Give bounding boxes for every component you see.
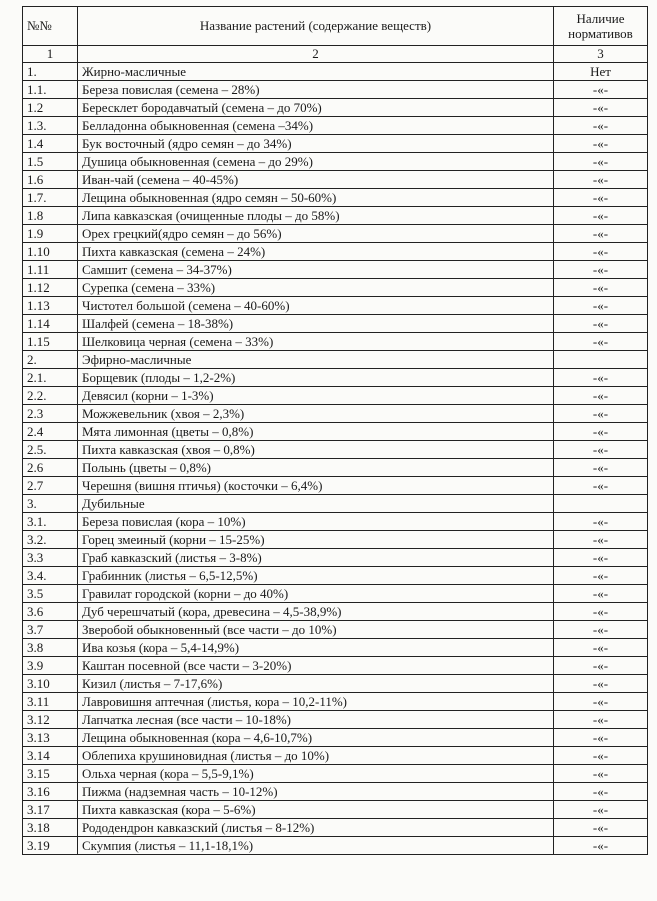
table-row (23, 333, 648, 351)
table-row (23, 153, 648, 171)
header-number: №№ (23, 7, 78, 46)
table-row (23, 747, 648, 765)
row-plant-name: Береза повислая (кора – 10%) (78, 513, 554, 531)
row-number: 2.3 (23, 405, 78, 423)
table-row (23, 603, 648, 621)
plants-table (22, 6, 648, 855)
row-norm-status: -«- (554, 513, 648, 531)
row-number: 3.3 (23, 549, 78, 567)
row-number: 1.3. (23, 117, 78, 135)
table-row (23, 117, 648, 135)
table-row (23, 819, 648, 837)
row-norm-status: -«- (554, 603, 648, 621)
row-plant-name: Пихта кавказская (хвоя – 0,8%) (78, 441, 554, 459)
row-plant-name: Бересклет бородавчатый (семена – до 70%) (78, 99, 554, 117)
row-plant-name: Пихта кавказская (семена – 24%) (78, 243, 554, 261)
table-row (23, 171, 648, 189)
table-row (23, 639, 648, 657)
row-norm-status: -«- (554, 441, 648, 459)
row-number: 2.2. (23, 387, 78, 405)
table-row (23, 423, 648, 441)
table-row (23, 513, 648, 531)
row-number: 2.1. (23, 369, 78, 387)
column-index-2: 2 (78, 46, 554, 63)
row-norm-status: -«- (554, 207, 648, 225)
row-plant-name: Шелковица черная (семена – 33%) (78, 333, 554, 351)
row-plant-name: Дуб черешчатый (кора, древесина – 4,5-38,9%) (78, 603, 554, 621)
row-plant-name: Скумпия (листья – 11,1-18,1%) (78, 837, 554, 855)
table-row (23, 189, 648, 207)
header-plant-name: Название растений (содержание веществ) (78, 7, 554, 46)
row-norm-status: -«- (554, 171, 648, 189)
row-norm-status: -«- (554, 423, 648, 441)
table-row (23, 351, 648, 369)
row-number: 1.13 (23, 297, 78, 315)
table-row (23, 657, 648, 675)
table-row (23, 837, 648, 855)
row-plant-name: Липа кавказская (очищенные плоды – до 58%) (78, 207, 554, 225)
row-plant-name: Самшит (семена – 34-37%) (78, 261, 554, 279)
table-row (23, 783, 648, 801)
row-plant-name: Шалфей (семена – 18-38%) (78, 315, 554, 333)
table-row (23, 765, 648, 783)
table-row (23, 441, 648, 459)
row-number: 1.5 (23, 153, 78, 171)
row-number: 1.6 (23, 171, 78, 189)
row-number: 2. (23, 351, 78, 369)
table-row (23, 459, 648, 477)
row-plant-name: Лапчатка лесная (все части – 10-18%) (78, 711, 554, 729)
row-norm-status: -«- (554, 279, 648, 297)
table-row (23, 495, 648, 513)
table-row (23, 405, 648, 423)
row-plant-name: Облепиха крушиновидная (листья – до 10%) (78, 747, 554, 765)
header-row (23, 7, 648, 46)
row-norm-status (554, 351, 648, 369)
row-plant-name: Граб кавказский (листья – 3-8%) (78, 549, 554, 567)
row-number: 3.14 (23, 747, 78, 765)
header-norms-line1: Наличие (576, 11, 625, 26)
row-norm-status: -«- (554, 585, 648, 603)
row-plant-name: Сурепка (семена – 33%) (78, 279, 554, 297)
table-row (23, 387, 648, 405)
row-plant-name: Полынь (цветы – 0,8%) (78, 459, 554, 477)
row-number: 3.12 (23, 711, 78, 729)
table-row (23, 711, 648, 729)
row-norm-status: -«- (554, 243, 648, 261)
row-number: 2.5. (23, 441, 78, 459)
row-norm-status: -«- (554, 99, 648, 117)
row-norm-status: -«- (554, 621, 648, 639)
table-row (23, 207, 648, 225)
row-number: 3.19 (23, 837, 78, 855)
row-plant-name: Можжевельник (хвоя – 2,3%) (78, 405, 554, 423)
row-number: 3.10 (23, 675, 78, 693)
row-plant-name: Лещина обыкновенная (кора – 4,6-10,7%) (78, 729, 554, 747)
row-plant-name: Ольха черная (кора – 5,5-9,1%) (78, 765, 554, 783)
row-number: 3.16 (23, 783, 78, 801)
header-norms (554, 7, 648, 46)
row-norm-status (554, 495, 648, 513)
row-plant-name: Грабинник (листья – 6,5-12,5%) (78, 567, 554, 585)
row-number: 3.5 (23, 585, 78, 603)
column-index-1: 1 (23, 46, 78, 63)
table-row (23, 801, 648, 819)
row-plant-name: Мята лимонная (цветы – 0,8%) (78, 423, 554, 441)
row-number: 3.6 (23, 603, 78, 621)
table-row (23, 99, 648, 117)
row-norm-status: -«- (554, 261, 648, 279)
row-plant-name: Орех грецкий(ядро семян – до 56%) (78, 225, 554, 243)
row-plant-name: Кизил (листья – 7-17,6%) (78, 675, 554, 693)
row-number: 3.2. (23, 531, 78, 549)
row-plant-name: Борщевик (плоды – 1,2-2%) (78, 369, 554, 387)
row-plant-name: Душица обыкновенная (семена – до 29%) (78, 153, 554, 171)
row-plant-name: Лещина обыкновенная (ядро семян – 50-60%) (78, 189, 554, 207)
row-norm-status: -«- (554, 225, 648, 243)
row-number: 3.18 (23, 819, 78, 837)
row-norm-status: -«- (554, 675, 648, 693)
row-norm-status: -«- (554, 819, 648, 837)
row-plant-name: Бук восточный (ядро семян – до 34%) (78, 135, 554, 153)
row-number: 1.9 (23, 225, 78, 243)
row-number: 3.13 (23, 729, 78, 747)
row-norm-status: -«- (554, 189, 648, 207)
row-norm-status: -«- (554, 477, 648, 495)
table-row (23, 567, 648, 585)
row-norm-status: -«- (554, 333, 648, 351)
column-index-row (23, 46, 648, 63)
row-norm-status: -«- (554, 153, 648, 171)
row-number: 1.8 (23, 207, 78, 225)
row-norm-status: -«- (554, 549, 648, 567)
row-number: 1.12 (23, 279, 78, 297)
row-norm-status: -«- (554, 639, 648, 657)
row-number: 1.4 (23, 135, 78, 153)
row-plant-name: Пижма (надземная часть – 10-12%) (78, 783, 554, 801)
table-row (23, 81, 648, 99)
row-norm-status: -«- (554, 387, 648, 405)
row-norm-status: Нет (554, 63, 648, 81)
row-number: 1.11 (23, 261, 78, 279)
row-norm-status: -«- (554, 711, 648, 729)
row-norm-status: -«- (554, 117, 648, 135)
row-number: 1.2 (23, 99, 78, 117)
row-number: 3.17 (23, 801, 78, 819)
row-number: 1.14 (23, 315, 78, 333)
table-row (23, 63, 648, 81)
row-plant-name: Рододендрон кавказский (листья – 8-12%) (78, 819, 554, 837)
row-number: 1.1. (23, 81, 78, 99)
row-norm-status: -«- (554, 693, 648, 711)
table-row (23, 135, 648, 153)
row-plant-name: Каштан посевной (все части – 3-20%) (78, 657, 554, 675)
row-number: 1. (23, 63, 78, 81)
row-plant-name: Горец змеиный (корни – 15-25%) (78, 531, 554, 549)
row-number: 1.7. (23, 189, 78, 207)
table-row (23, 675, 648, 693)
row-number: 3.7 (23, 621, 78, 639)
row-plant-name: Белладонна обыкновенная (семена –34%) (78, 117, 554, 135)
row-norm-status: -«- (554, 369, 648, 387)
row-plant-name: Пихта кавказская (кора – 5-6%) (78, 801, 554, 819)
row-number: 3.15 (23, 765, 78, 783)
row-number: 3.9 (23, 657, 78, 675)
row-plant-name: Чистотел большой (семена – 40-60%) (78, 297, 554, 315)
row-number: 3. (23, 495, 78, 513)
table-row (23, 261, 648, 279)
row-norm-status: -«- (554, 531, 648, 549)
table-row (23, 549, 648, 567)
row-plant-name: Жирно-масличные (78, 63, 554, 81)
row-number: 2.6 (23, 459, 78, 477)
row-plant-name: Эфирно-масличные (78, 351, 554, 369)
row-number: 3.8 (23, 639, 78, 657)
row-plant-name: Зверобой обыкновенный (все части – до 10%) (78, 621, 554, 639)
row-plant-name: Ива козья (кора – 5,4-14,9%) (78, 639, 554, 657)
row-norm-status: -«- (554, 135, 648, 153)
row-norm-status: -«- (554, 765, 648, 783)
row-norm-status: -«- (554, 837, 648, 855)
row-number: 3.11 (23, 693, 78, 711)
table-row (23, 279, 648, 297)
row-number: 1.15 (23, 333, 78, 351)
row-norm-status: -«- (554, 315, 648, 333)
row-plant-name: Девясил (корни – 1-3%) (78, 387, 554, 405)
table-row (23, 585, 648, 603)
row-norm-status: -«- (554, 567, 648, 585)
row-norm-status: -«- (554, 747, 648, 765)
table-row (23, 243, 648, 261)
row-norm-status: -«- (554, 297, 648, 315)
header-norms-line2: нормативов (568, 26, 633, 41)
table-row (23, 477, 648, 495)
table-row (23, 225, 648, 243)
row-norm-status: -«- (554, 801, 648, 819)
row-number: 2.7 (23, 477, 78, 495)
row-number: 3.1. (23, 513, 78, 531)
column-index-3: 3 (554, 46, 648, 63)
table-row (23, 315, 648, 333)
table-row (23, 297, 648, 315)
table-body (23, 63, 648, 855)
table-row (23, 621, 648, 639)
row-norm-status: -«- (554, 657, 648, 675)
row-plant-name: Черешня (вишня птичья) (косточки – 6,4%) (78, 477, 554, 495)
row-plant-name: Береза повислая (семена – 28%) (78, 81, 554, 99)
row-norm-status: -«- (554, 81, 648, 99)
row-plant-name: Дубильные (78, 495, 554, 513)
row-plant-name: Иван-чай (семена – 40-45%) (78, 171, 554, 189)
row-plant-name: Лавровишня аптечная (листья, кора – 10,2-11%) (78, 693, 554, 711)
table-row (23, 531, 648, 549)
row-number: 3.4. (23, 567, 78, 585)
row-norm-status: -«- (554, 783, 648, 801)
row-plant-name: Гравилат городской (корни – до 40%) (78, 585, 554, 603)
row-number: 1.10 (23, 243, 78, 261)
row-number: 2.4 (23, 423, 78, 441)
row-norm-status: -«- (554, 405, 648, 423)
table-row (23, 693, 648, 711)
table-row (23, 729, 648, 747)
row-norm-status: -«- (554, 729, 648, 747)
row-norm-status: -«- (554, 459, 648, 477)
table-row (23, 369, 648, 387)
